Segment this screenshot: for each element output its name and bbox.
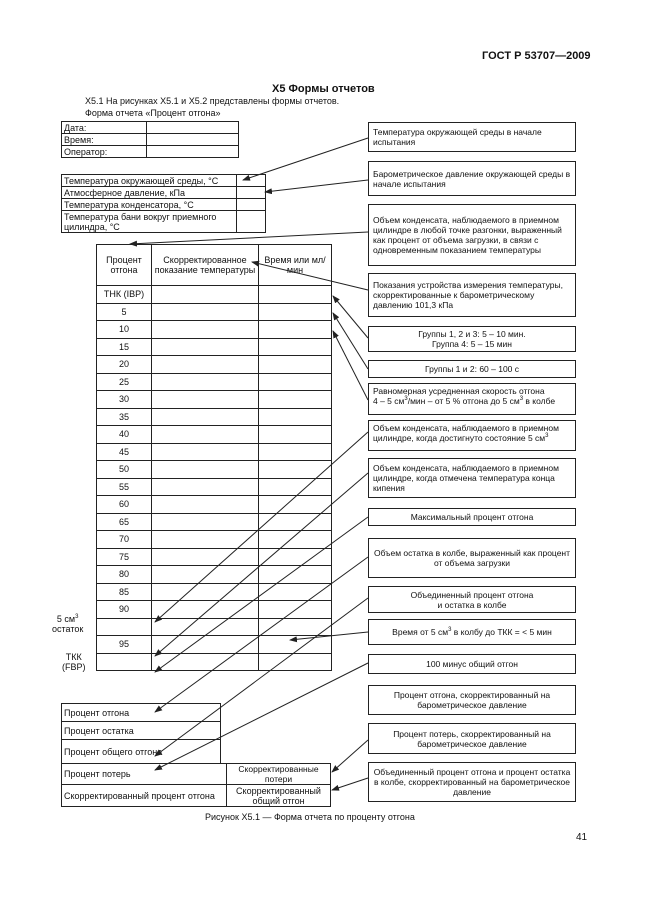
date-label: Дата: <box>62 122 147 134</box>
leader-groups-time <box>333 296 368 338</box>
callout-max-recovery: Максимальный процент отгона <box>368 508 576 526</box>
callout-combined: Объединенный процент отгона и остатка в колбе <box>368 586 576 613</box>
recovery-percent-cell: 85 <box>97 583 152 601</box>
recovery-percent-cell: 90 <box>97 601 152 619</box>
corrected-recovery-label: Скорректированный процент отгона <box>62 785 227 807</box>
recovery-label: Процент отгона <box>62 704 221 722</box>
callout-ambient-temp: Температура окружающей среды в начале испытания <box>368 122 576 152</box>
operator-label: Оператор: <box>62 146 147 158</box>
recovery-percent-cell: 95 <box>97 636 152 654</box>
page-number: 41 <box>576 832 588 843</box>
callout-condensate-volume: Объем конденсата, наблюдаемого в приемном цилиндре в любой точке разгонки, выраженный как процент от объема загрузки, в связи с одновременным показанием температуры <box>368 204 576 266</box>
standard-number: ГОСТ Р 53707—2009 <box>482 50 591 62</box>
callout-corrected-recovery: Процент отгона, скорректированный на барометрическое давление <box>368 685 576 715</box>
recovery-percent-cell: 5 <box>97 303 152 321</box>
intro-text: Х5.1 На рисунках Х5.1 и Х5.2 представлены формы отчетов. <box>85 96 340 106</box>
recovery-percent-cell: 45 <box>97 443 152 461</box>
condenser-temp-label: Температура конденсатора, °С <box>62 199 237 211</box>
leader-max <box>155 517 368 672</box>
callout-rate: Равномерная усредненная скорость отгона 4 – 5 $см^3$/мин – от 5 % отгона до 5 $см^3$ в колбе <box>368 383 576 415</box>
recovery-percent-cell: 50 <box>97 461 152 479</box>
leader-fbp <box>155 473 368 656</box>
corrected-total-label: Скорректированный общий отгон <box>227 785 331 807</box>
figure-caption: Рисунок Х5.1 — Форма отчета по проценту отгона <box>205 812 415 822</box>
recovery-percent-cell: 15 <box>97 338 152 356</box>
callout-5cm3-volume: Объем конденсата, наблюдаемого в приемном цилиндре, когда достигнуто состояние 5 $см^3$ <box>368 420 576 451</box>
ambient-temp-label: Температура окружающей среды, °С <box>62 175 237 187</box>
leader-5cm3 <box>155 432 368 622</box>
leader-loss <box>155 663 368 770</box>
leader-condensate <box>130 232 368 244</box>
callout-groups-seconds: Группы 1 и 2: 60 – 100 с <box>368 360 576 378</box>
recovery-percent-cell: 70 <box>97 531 152 549</box>
total-recovery-label: Процент общего отгона <box>62 740 221 764</box>
callout-barometric: Барометрическое давление окружающей среды в начале испытания <box>368 161 576 196</box>
residue-label: Процент остатка <box>62 722 221 740</box>
callout-corrected-loss: Процент потерь, скорректированный на барометрическое давление <box>368 723 576 754</box>
recovery-percent-cell: 65 <box>97 513 152 531</box>
recovery-percent-cell: 25 <box>97 373 152 391</box>
bath-temp-label: Температура бани вокруг приемного цилиндра, °С <box>62 211 237 233</box>
recovery-percent-cell: 30 <box>97 391 152 409</box>
form-name: Форма отчета «Процент отгона» <box>85 108 221 118</box>
time-label: Время: <box>62 134 147 146</box>
recovery-percent-cell: 60 <box>97 496 152 514</box>
recovery-percent-cell: 10 <box>97 321 152 339</box>
loss-label: Процент потерь <box>62 764 227 785</box>
callout-corrected-total: Объединенный процент отгона и процент остатка в колбе, скорректированный на барометрическое давление <box>368 762 576 802</box>
leader-corr-loss <box>332 740 368 772</box>
recovery-percent-cell: 55 <box>97 478 152 496</box>
callout-temp-reading: Показания устройства измерения температуры, скорректированные к барометрическому давлению 101,3 кПа <box>368 273 576 317</box>
col-time-header: Время или мл/мин <box>259 245 332 286</box>
callout-fbp-volume: Объем конденсата, наблюдаемого в приемном цилиндре, когда отмечена температура конца кипения <box>368 458 576 498</box>
callout-time-5cm3: Время от 5 $см^3$ в колбу до ТКК = < 5 мин <box>368 619 576 645</box>
residue-side-label: 5 $см^3$ остаток <box>52 614 84 634</box>
recovery-percent-cell: 75 <box>97 548 152 566</box>
callout-residue: Объем остатка в колбе, выраженный как процент от объема загрузки <box>368 538 576 578</box>
leader-time <box>290 632 368 640</box>
leader-residue <box>155 557 368 712</box>
callout-groups-time: Группы 1, 2 и 3: 5 – 10 мин. Группа 4: 5 – 15 мин <box>368 326 576 352</box>
recovery-percent-cell: 35 <box>97 408 152 426</box>
section-title: Х5 Формы отчетов <box>272 83 375 95</box>
leader-combined <box>155 598 368 756</box>
corrected-loss-label: Скорректированные потери <box>227 764 331 785</box>
recovery-percent-cell: 40 <box>97 426 152 444</box>
recovery-percent-cell: ТНК (IBP) <box>97 286 152 304</box>
callout-loss: 100 минус общий отгон <box>368 654 576 674</box>
leader-temp <box>252 262 368 290</box>
leader-barometric <box>265 180 368 192</box>
col-recovery-header: Процент отгона <box>97 245 152 286</box>
tkk-side-label: ТКК (FBP) <box>62 652 86 672</box>
leader-corr-total <box>332 778 368 790</box>
pressure-label: Атмосферное давление, кПа <box>62 187 237 199</box>
recovery-percent-cell: 80 <box>97 566 152 584</box>
recovery-percent-cell: 20 <box>97 356 152 374</box>
leader-ambient <box>243 138 368 180</box>
col-temperature-header: Скорректированное показание температуры <box>152 245 259 286</box>
